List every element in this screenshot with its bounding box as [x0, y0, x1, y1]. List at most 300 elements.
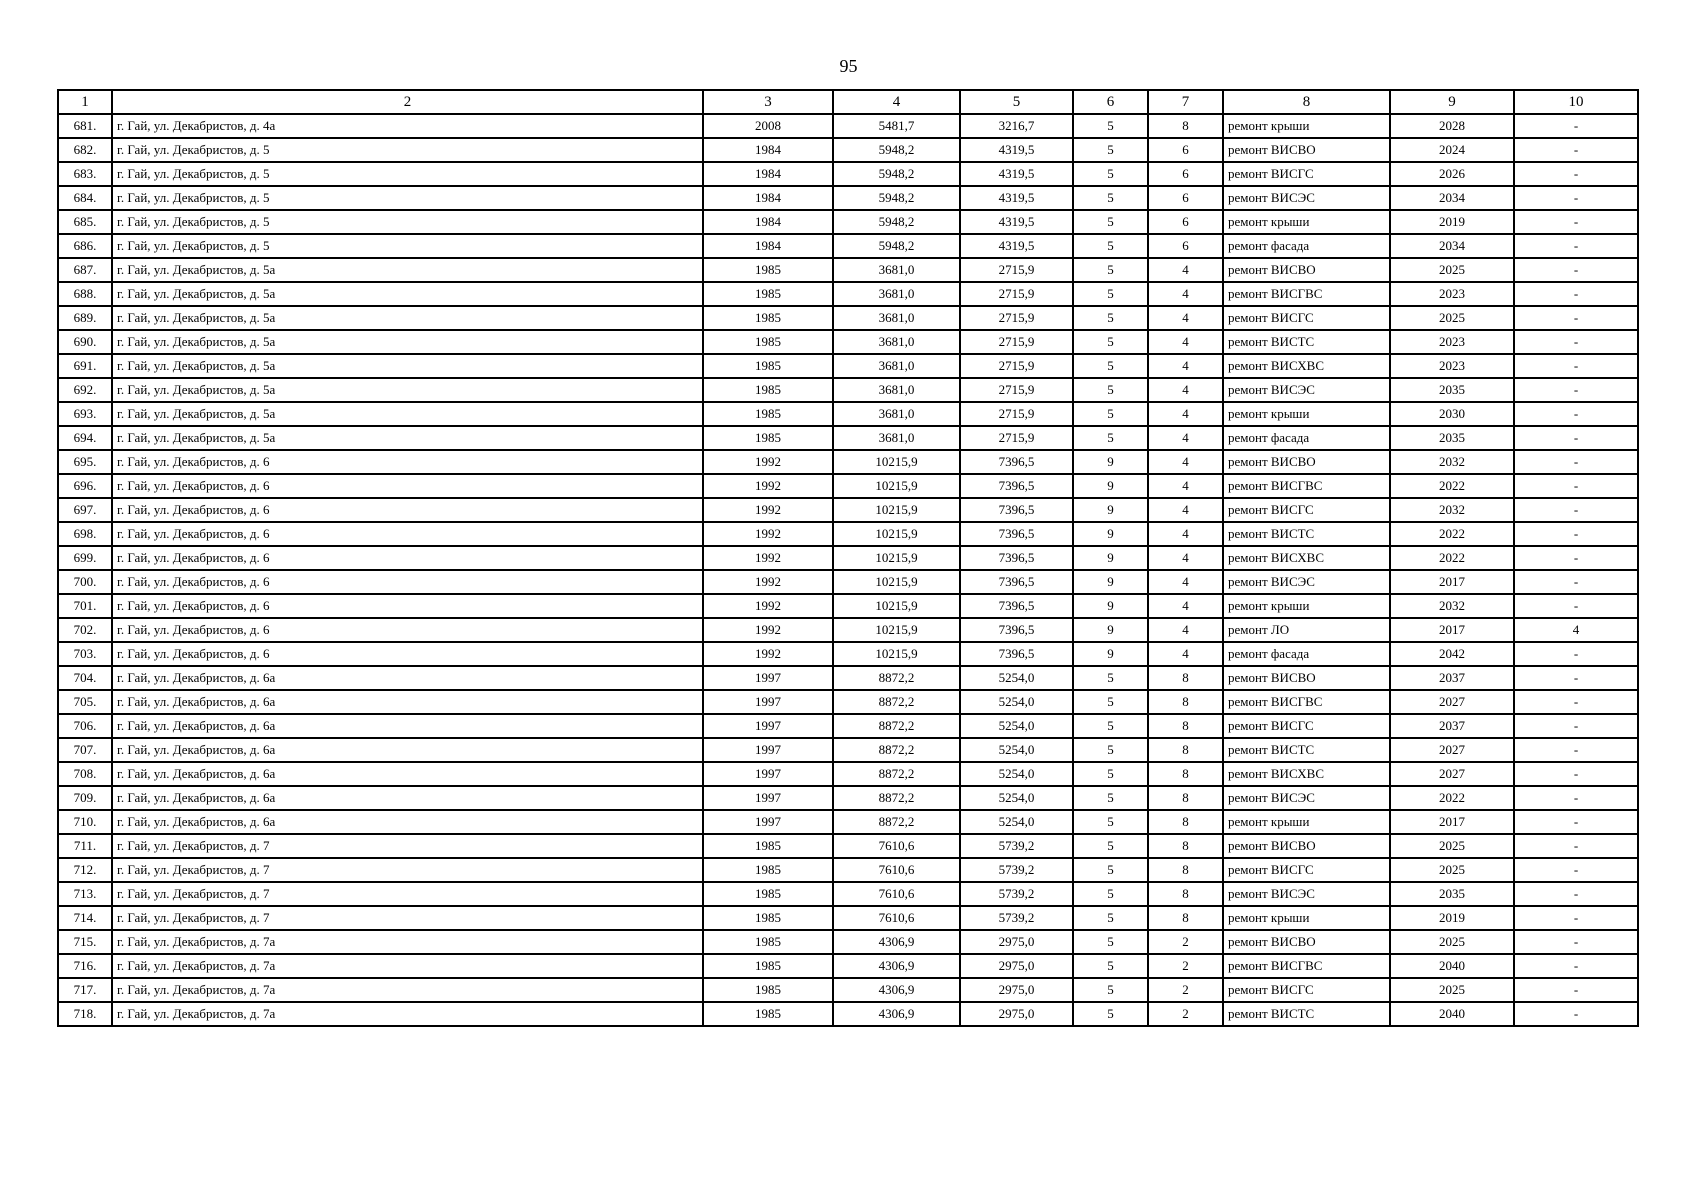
- address-cell: г. Гай, ул. Декабристов, д. 5: [112, 162, 703, 186]
- note-cell: -: [1514, 474, 1638, 498]
- note-cell: -: [1514, 162, 1638, 186]
- total-area-cell: 3681,0: [833, 258, 960, 282]
- table-row: [58, 258, 1638, 282]
- address-cell: г. Гай, ул. Декабристов, д. 6а: [112, 666, 703, 690]
- note-cell: -: [1514, 642, 1638, 666]
- entrances-cell: 8: [1148, 690, 1223, 714]
- note-cell: -: [1514, 954, 1638, 978]
- table-row: [58, 714, 1638, 738]
- year-cell: 1992: [703, 594, 833, 618]
- repair-type-cell: ремонт ВИСВО: [1223, 450, 1390, 474]
- living-area-cell: 4319,5: [960, 162, 1073, 186]
- note-cell: -: [1514, 258, 1638, 282]
- address-cell: г. Гай, ул. Декабристов, д. 7: [112, 858, 703, 882]
- entrances-cell: 4: [1148, 402, 1223, 426]
- living-area-cell: 7396,5: [960, 498, 1073, 522]
- living-area-cell: 7396,5: [960, 570, 1073, 594]
- table-row: [58, 450, 1638, 474]
- table-row: [58, 762, 1638, 786]
- living-area-cell: 2715,9: [960, 330, 1073, 354]
- planned-year-cell: 2022: [1390, 474, 1514, 498]
- planned-year-cell: 2032: [1390, 594, 1514, 618]
- repair-type-cell: ремонт крыши: [1223, 210, 1390, 234]
- table-row: [58, 954, 1638, 978]
- total-area-cell: 3681,0: [833, 354, 960, 378]
- address-cell: г. Гай, ул. Декабристов, д. 6: [112, 594, 703, 618]
- address-cell: г. Гай, ул. Декабристов, д. 5а: [112, 258, 703, 282]
- row-number-cell: 700.: [58, 570, 112, 594]
- total-area-cell: 10215,9: [833, 594, 960, 618]
- row-number-cell: 715.: [58, 930, 112, 954]
- entrances-cell: 2: [1148, 954, 1223, 978]
- address-cell: г. Гай, ул. Декабристов, д. 6: [112, 450, 703, 474]
- planned-year-cell: 2022: [1390, 546, 1514, 570]
- total-area-cell: 5948,2: [833, 186, 960, 210]
- floors-cell: 5: [1073, 354, 1148, 378]
- year-cell: 1992: [703, 570, 833, 594]
- note-cell: -: [1514, 402, 1638, 426]
- living-area-cell: 4319,5: [960, 210, 1073, 234]
- note-cell: -: [1514, 666, 1638, 690]
- address-cell: г. Гай, ул. Декабристов, д. 5: [112, 186, 703, 210]
- note-cell: -: [1514, 978, 1638, 1002]
- address-cell: г. Гай, ул. Декабристов, д. 5: [112, 234, 703, 258]
- note-cell: -: [1514, 594, 1638, 618]
- total-area-cell: 4306,9: [833, 978, 960, 1002]
- address-cell: г. Гай, ул. Декабристов, д. 7а: [112, 978, 703, 1002]
- floors-cell: 5: [1073, 714, 1148, 738]
- repair-type-cell: ремонт крыши: [1223, 114, 1390, 138]
- row-number-cell: 688.: [58, 282, 112, 306]
- floors-cell: 5: [1073, 810, 1148, 834]
- repair-type-cell: ремонт фасада: [1223, 642, 1390, 666]
- address-cell: г. Гай, ул. Декабристов, д. 5а: [112, 426, 703, 450]
- row-number-cell: 681.: [58, 114, 112, 138]
- address-cell: г. Гай, ул. Декабристов, д. 5а: [112, 402, 703, 426]
- repair-type-cell: ремонт крыши: [1223, 810, 1390, 834]
- planned-year-cell: 2027: [1390, 690, 1514, 714]
- register-table: [57, 89, 1639, 1027]
- year-cell: 1997: [703, 738, 833, 762]
- total-area-cell: 10215,9: [833, 450, 960, 474]
- floors-cell: 5: [1073, 906, 1148, 930]
- repair-type-cell: ремонт ВИСХВС: [1223, 546, 1390, 570]
- entrances-cell: 4: [1148, 306, 1223, 330]
- repair-type-cell: ремонт ЛО: [1223, 618, 1390, 642]
- living-area-cell: 2715,9: [960, 282, 1073, 306]
- row-number-cell: 708.: [58, 762, 112, 786]
- address-cell: г. Гай, ул. Декабристов, д. 6а: [112, 810, 703, 834]
- note-cell: -: [1514, 834, 1638, 858]
- table-row: [58, 858, 1638, 882]
- column-header-10: 10: [1514, 90, 1638, 114]
- planned-year-cell: 2025: [1390, 306, 1514, 330]
- year-cell: 1985: [703, 834, 833, 858]
- address-cell: г. Гай, ул. Декабристов, д. 6: [112, 570, 703, 594]
- row-number-cell: 691.: [58, 354, 112, 378]
- planned-year-cell: 2023: [1390, 330, 1514, 354]
- column-header-4: 4: [833, 90, 960, 114]
- floors-cell: 5: [1073, 186, 1148, 210]
- entrances-cell: 4: [1148, 354, 1223, 378]
- year-cell: 1985: [703, 282, 833, 306]
- address-cell: г. Гай, ул. Декабристов, д. 6: [112, 642, 703, 666]
- entrances-cell: 6: [1148, 186, 1223, 210]
- year-cell: 1985: [703, 402, 833, 426]
- address-cell: г. Гай, ул. Декабристов, д. 6а: [112, 690, 703, 714]
- repair-type-cell: ремонт ВИСЭС: [1223, 786, 1390, 810]
- entrances-cell: 2: [1148, 1002, 1223, 1026]
- table-row: [58, 330, 1638, 354]
- address-cell: г. Гай, ул. Декабристов, д. 6: [112, 498, 703, 522]
- address-cell: г. Гай, ул. Декабристов, д. 7: [112, 906, 703, 930]
- entrances-cell: 4: [1148, 378, 1223, 402]
- total-area-cell: 7610,6: [833, 834, 960, 858]
- address-cell: г. Гай, ул. Декабристов, д. 7: [112, 834, 703, 858]
- entrances-cell: 2: [1148, 978, 1223, 1002]
- total-area-cell: 8872,2: [833, 810, 960, 834]
- address-cell: г. Гай, ул. Декабристов, д. 5а: [112, 354, 703, 378]
- floors-cell: 5: [1073, 930, 1148, 954]
- total-area-cell: 7610,6: [833, 882, 960, 906]
- year-cell: 1985: [703, 978, 833, 1002]
- living-area-cell: 2975,0: [960, 1002, 1073, 1026]
- row-number-cell: 683.: [58, 162, 112, 186]
- year-cell: 1997: [703, 666, 833, 690]
- entrances-cell: 8: [1148, 834, 1223, 858]
- year-cell: 1984: [703, 162, 833, 186]
- entrances-cell: 2: [1148, 930, 1223, 954]
- year-cell: 2008: [703, 114, 833, 138]
- planned-year-cell: 2035: [1390, 882, 1514, 906]
- repair-type-cell: ремонт ВИСГВС: [1223, 474, 1390, 498]
- table-row: [58, 114, 1638, 138]
- living-area-cell: 5739,2: [960, 858, 1073, 882]
- address-cell: г. Гай, ул. Декабристов, д. 6а: [112, 786, 703, 810]
- entrances-cell: 4: [1148, 498, 1223, 522]
- note-cell: -: [1514, 882, 1638, 906]
- total-area-cell: 10215,9: [833, 570, 960, 594]
- planned-year-cell: 2025: [1390, 858, 1514, 882]
- entrances-cell: 6: [1148, 210, 1223, 234]
- planned-year-cell: 2022: [1390, 522, 1514, 546]
- entrances-cell: 6: [1148, 162, 1223, 186]
- address-cell: г. Гай, ул. Декабристов, д. 5а: [112, 282, 703, 306]
- repair-type-cell: ремонт ВИСГС: [1223, 978, 1390, 1002]
- living-area-cell: 5739,2: [960, 882, 1073, 906]
- entrances-cell: 4: [1148, 474, 1223, 498]
- address-cell: г. Гай, ул. Декабристов, д. 7а: [112, 1002, 703, 1026]
- total-area-cell: 3681,0: [833, 282, 960, 306]
- total-area-cell: 10215,9: [833, 498, 960, 522]
- repair-type-cell: ремонт ВИСГС: [1223, 306, 1390, 330]
- planned-year-cell: 2028: [1390, 114, 1514, 138]
- table-row: [58, 738, 1638, 762]
- note-cell: -: [1514, 282, 1638, 306]
- address-cell: г. Гай, ул. Декабристов, д. 6: [112, 522, 703, 546]
- table-row: [58, 162, 1638, 186]
- planned-year-cell: 2040: [1390, 1002, 1514, 1026]
- living-area-cell: 2975,0: [960, 954, 1073, 978]
- entrances-cell: 8: [1148, 882, 1223, 906]
- planned-year-cell: 2022: [1390, 786, 1514, 810]
- column-header-8: 8: [1223, 90, 1390, 114]
- total-area-cell: 8872,2: [833, 738, 960, 762]
- planned-year-cell: 2025: [1390, 930, 1514, 954]
- floors-cell: 5: [1073, 738, 1148, 762]
- address-cell: г. Гай, ул. Декабристов, д. 7а: [112, 930, 703, 954]
- floors-cell: 9: [1073, 522, 1148, 546]
- column-header-1: 1: [58, 90, 112, 114]
- total-area-cell: 5948,2: [833, 234, 960, 258]
- note-cell: -: [1514, 138, 1638, 162]
- floors-cell: 5: [1073, 954, 1148, 978]
- repair-type-cell: ремонт ВИСЭС: [1223, 882, 1390, 906]
- floors-cell: 5: [1073, 1002, 1148, 1026]
- column-header-5: 5: [960, 90, 1073, 114]
- entrances-cell: 4: [1148, 258, 1223, 282]
- repair-type-cell: ремонт крыши: [1223, 906, 1390, 930]
- row-number-cell: 687.: [58, 258, 112, 282]
- note-cell: -: [1514, 330, 1638, 354]
- row-number-cell: 690.: [58, 330, 112, 354]
- living-area-cell: 7396,5: [960, 450, 1073, 474]
- floors-cell: 5: [1073, 426, 1148, 450]
- year-cell: 1992: [703, 522, 833, 546]
- row-number-cell: 712.: [58, 858, 112, 882]
- row-number-cell: 718.: [58, 1002, 112, 1026]
- living-area-cell: 7396,5: [960, 546, 1073, 570]
- year-cell: 1984: [703, 210, 833, 234]
- total-area-cell: 10215,9: [833, 546, 960, 570]
- note-cell: -: [1514, 858, 1638, 882]
- living-area-cell: 2715,9: [960, 258, 1073, 282]
- year-cell: 1992: [703, 618, 833, 642]
- year-cell: 1985: [703, 882, 833, 906]
- row-number-cell: 705.: [58, 690, 112, 714]
- note-cell: -: [1514, 354, 1638, 378]
- living-area-cell: 4319,5: [960, 186, 1073, 210]
- living-area-cell: 5254,0: [960, 810, 1073, 834]
- planned-year-cell: 2027: [1390, 738, 1514, 762]
- repair-type-cell: ремонт ВИСВО: [1223, 666, 1390, 690]
- address-cell: г. Гай, ул. Декабристов, д. 5а: [112, 306, 703, 330]
- repair-type-cell: ремонт крыши: [1223, 594, 1390, 618]
- entrances-cell: 4: [1148, 594, 1223, 618]
- row-number-cell: 692.: [58, 378, 112, 402]
- repair-type-cell: ремонт ВИСЭС: [1223, 570, 1390, 594]
- total-area-cell: 8872,2: [833, 666, 960, 690]
- row-number-cell: 704.: [58, 666, 112, 690]
- table-row: [58, 498, 1638, 522]
- note-cell: -: [1514, 738, 1638, 762]
- year-cell: 1992: [703, 474, 833, 498]
- table-row: [58, 786, 1638, 810]
- total-area-cell: 4306,9: [833, 930, 960, 954]
- living-area-cell: 5739,2: [960, 834, 1073, 858]
- total-area-cell: 3681,0: [833, 402, 960, 426]
- entrances-cell: 8: [1148, 786, 1223, 810]
- table-row: [58, 306, 1638, 330]
- row-number-cell: 694.: [58, 426, 112, 450]
- planned-year-cell: 2032: [1390, 498, 1514, 522]
- total-area-cell: 8872,2: [833, 690, 960, 714]
- row-number-cell: 703.: [58, 642, 112, 666]
- row-number-cell: 716.: [58, 954, 112, 978]
- floors-cell: 5: [1073, 690, 1148, 714]
- address-cell: г. Гай, ул. Декабристов, д. 6а: [112, 762, 703, 786]
- planned-year-cell: 2023: [1390, 282, 1514, 306]
- row-number-cell: 707.: [58, 738, 112, 762]
- planned-year-cell: 2032: [1390, 450, 1514, 474]
- row-number-cell: 702.: [58, 618, 112, 642]
- planned-year-cell: 2019: [1390, 210, 1514, 234]
- living-area-cell: 5254,0: [960, 714, 1073, 738]
- note-cell: -: [1514, 714, 1638, 738]
- row-number-cell: 711.: [58, 834, 112, 858]
- column-header-7: 7: [1148, 90, 1223, 114]
- entrances-cell: 8: [1148, 810, 1223, 834]
- living-area-cell: 4319,5: [960, 138, 1073, 162]
- address-cell: г. Гай, ул. Декабристов, д. 5: [112, 210, 703, 234]
- floors-cell: 5: [1073, 858, 1148, 882]
- floors-cell: 9: [1073, 450, 1148, 474]
- entrances-cell: 4: [1148, 282, 1223, 306]
- entrances-cell: 8: [1148, 666, 1223, 690]
- table-row: [58, 426, 1638, 450]
- repair-type-cell: ремонт крыши: [1223, 402, 1390, 426]
- year-cell: 1985: [703, 906, 833, 930]
- floors-cell: 9: [1073, 594, 1148, 618]
- floors-cell: 9: [1073, 570, 1148, 594]
- year-cell: 1984: [703, 138, 833, 162]
- entrances-cell: 4: [1148, 330, 1223, 354]
- year-cell: 1992: [703, 546, 833, 570]
- repair-type-cell: ремонт ВИСТС: [1223, 1002, 1390, 1026]
- planned-year-cell: 2017: [1390, 810, 1514, 834]
- note-cell: -: [1514, 1002, 1638, 1026]
- floors-cell: 5: [1073, 882, 1148, 906]
- note-cell: -: [1514, 690, 1638, 714]
- floors-cell: 5: [1073, 138, 1148, 162]
- entrances-cell: 4: [1148, 450, 1223, 474]
- row-number-cell: 714.: [58, 906, 112, 930]
- repair-type-cell: ремонт ВИСТС: [1223, 738, 1390, 762]
- entrances-cell: 8: [1148, 858, 1223, 882]
- total-area-cell: 7610,6: [833, 858, 960, 882]
- table-body: [58, 114, 1638, 1026]
- floors-cell: 5: [1073, 330, 1148, 354]
- row-number-cell: 713.: [58, 882, 112, 906]
- planned-year-cell: 2024: [1390, 138, 1514, 162]
- floors-cell: 5: [1073, 834, 1148, 858]
- entrances-cell: 4: [1148, 570, 1223, 594]
- year-cell: 1984: [703, 234, 833, 258]
- planned-year-cell: 2040: [1390, 954, 1514, 978]
- entrances-cell: 4: [1148, 426, 1223, 450]
- total-area-cell: 3681,0: [833, 378, 960, 402]
- row-number-cell: 717.: [58, 978, 112, 1002]
- row-number-cell: 710.: [58, 810, 112, 834]
- note-cell: -: [1514, 114, 1638, 138]
- entrances-cell: 6: [1148, 138, 1223, 162]
- floors-cell: 5: [1073, 234, 1148, 258]
- address-cell: г. Гай, ул. Декабристов, д. 6: [112, 546, 703, 570]
- table-row: [58, 186, 1638, 210]
- year-cell: 1997: [703, 690, 833, 714]
- total-area-cell: 5948,2: [833, 138, 960, 162]
- address-cell: г. Гай, ул. Декабристов, д. 6: [112, 618, 703, 642]
- total-area-cell: 5481,7: [833, 114, 960, 138]
- table-row: [58, 282, 1638, 306]
- planned-year-cell: 2034: [1390, 186, 1514, 210]
- total-area-cell: 4306,9: [833, 954, 960, 978]
- column-header-9: 9: [1390, 90, 1514, 114]
- row-number-cell: 686.: [58, 234, 112, 258]
- row-number-cell: 682.: [58, 138, 112, 162]
- living-area-cell: 2715,9: [960, 402, 1073, 426]
- repair-type-cell: ремонт ВИСЭС: [1223, 186, 1390, 210]
- year-cell: 1997: [703, 714, 833, 738]
- floors-cell: 9: [1073, 474, 1148, 498]
- total-area-cell: 10215,9: [833, 522, 960, 546]
- planned-year-cell: 2025: [1390, 834, 1514, 858]
- living-area-cell: 2975,0: [960, 978, 1073, 1002]
- row-number-cell: 693.: [58, 402, 112, 426]
- note-cell: -: [1514, 786, 1638, 810]
- row-number-cell: 709.: [58, 786, 112, 810]
- note-cell: -: [1514, 234, 1638, 258]
- address-cell: г. Гай, ул. Декабристов, д. 7: [112, 882, 703, 906]
- note-cell: -: [1514, 546, 1638, 570]
- living-area-cell: 7396,5: [960, 594, 1073, 618]
- living-area-cell: 3216,7: [960, 114, 1073, 138]
- repair-type-cell: ремонт ВИСГС: [1223, 498, 1390, 522]
- living-area-cell: 2715,9: [960, 306, 1073, 330]
- row-number-cell: 696.: [58, 474, 112, 498]
- planned-year-cell: 2037: [1390, 714, 1514, 738]
- year-cell: 1985: [703, 354, 833, 378]
- repair-type-cell: ремонт ВИСХВС: [1223, 354, 1390, 378]
- note-cell: -: [1514, 930, 1638, 954]
- table-row: [58, 570, 1638, 594]
- total-area-cell: 5948,2: [833, 162, 960, 186]
- entrances-cell: 8: [1148, 738, 1223, 762]
- address-cell: г. Гай, ул. Декабристов, д. 7а: [112, 954, 703, 978]
- year-cell: 1992: [703, 450, 833, 474]
- table-header: [58, 90, 1638, 114]
- table-row: [58, 666, 1638, 690]
- living-area-cell: 7396,5: [960, 474, 1073, 498]
- planned-year-cell: 2035: [1390, 378, 1514, 402]
- table-row: [58, 354, 1638, 378]
- living-area-cell: 5739,2: [960, 906, 1073, 930]
- entrances-cell: 4: [1148, 642, 1223, 666]
- note-cell: 4: [1514, 618, 1638, 642]
- row-number-cell: 684.: [58, 186, 112, 210]
- entrances-cell: 8: [1148, 762, 1223, 786]
- repair-type-cell: ремонт фасада: [1223, 234, 1390, 258]
- planned-year-cell: 2023: [1390, 354, 1514, 378]
- floors-cell: 9: [1073, 498, 1148, 522]
- repair-type-cell: ремонт фасада: [1223, 426, 1390, 450]
- row-number-cell: 695.: [58, 450, 112, 474]
- year-cell: 1985: [703, 1002, 833, 1026]
- table-row: [58, 378, 1638, 402]
- floors-cell: 5: [1073, 378, 1148, 402]
- repair-type-cell: ремонт ВИСВО: [1223, 258, 1390, 282]
- address-cell: г. Гай, ул. Декабристов, д. 6а: [112, 738, 703, 762]
